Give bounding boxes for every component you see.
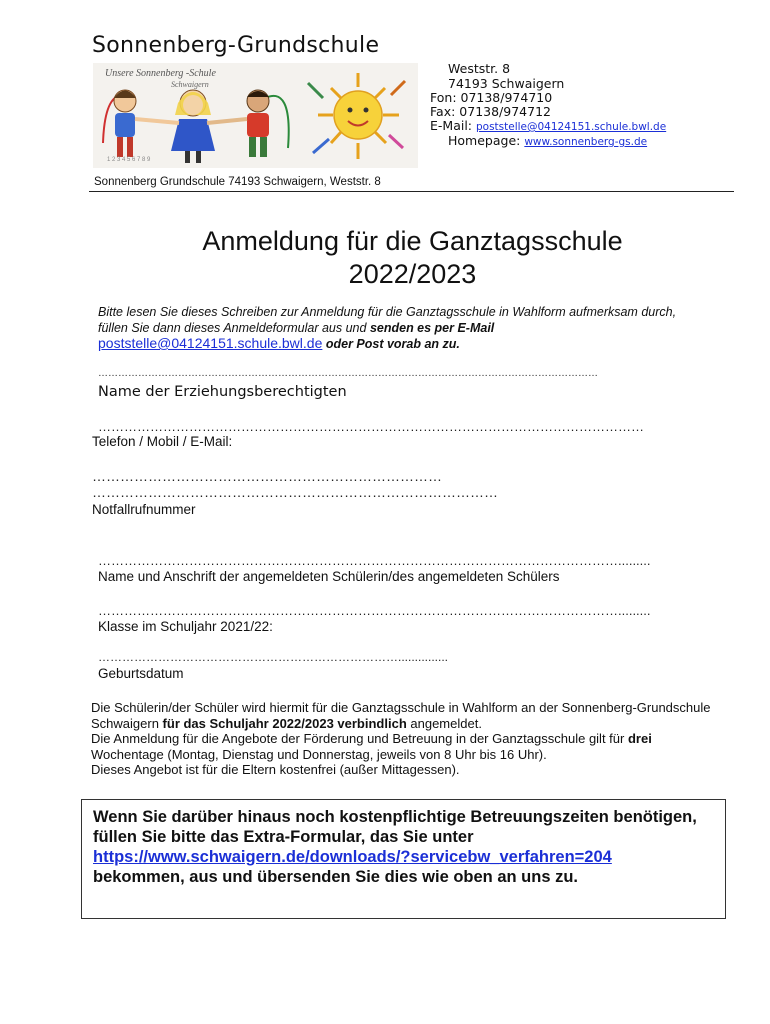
- homepage-row: [448, 133, 647, 150]
- body-p2-a: Die Anmeldung für die Angebote der Förderung und Betreuung in der Ganztagsschule gilt für: [91, 731, 628, 746]
- intro-after: oder Post vorab an zu.: [322, 337, 460, 351]
- school-logo: [93, 63, 418, 168]
- sender-line: Sonnenberg Grundschule 74193 Schwaigern, Weststr. 8: [94, 176, 381, 188]
- fax-number: Fax: 07138/974712: [430, 104, 551, 119]
- emergency-line-2[interactable]: ……………………………………………………………………………: [92, 484, 498, 500]
- title-line-2: 2022/2023: [348, 259, 477, 289]
- extra-form-notice-text: [93, 807, 713, 887]
- student-name-line[interactable]: ………………………………………………………………………………………………………….........: [98, 553, 651, 568]
- birthdate-label: Geburtsdatum: [98, 666, 184, 681]
- body-p1-a: Die Schülerin/der Schüler wird hiermit für die Ganztagsschule in Wahlform an der Sonnenberg-Grundschule Schwaigern: [91, 700, 711, 731]
- class-label: Klasse im Schuljahr 2021/22:: [98, 619, 273, 634]
- intro-paragraph: [98, 305, 698, 353]
- svg-text:1 2 3 4 5 6 7 8 9: 1 2 3 4 5 6 7 8 9: [107, 157, 151, 163]
- page-title: [90, 225, 735, 291]
- extra-form-notice-box: [81, 799, 726, 919]
- phone-line[interactable]: ………………………………………………………………………………………………………………: [98, 419, 644, 434]
- address-city: 74193 Schwaigern: [448, 76, 565, 91]
- homepage-link[interactable]: www.sonnenberg-gs.de: [524, 136, 648, 148]
- extra-form-link[interactable]: https://www.schwaigern.de/downloads/?servicebw_verfahren=204: [93, 848, 612, 866]
- body-p1-b: angemeldet.: [406, 715, 482, 731]
- email-link[interactable]: poststelle@04124151.schule.bwl.de: [475, 121, 667, 133]
- guardian-name-line[interactable]: ……………………………………………………………………………………………………………………………………: [98, 368, 598, 379]
- student-name-label: Name und Anschrift der angemeldeten Schülerin/des angemeldeten Schülers: [98, 569, 560, 584]
- guardian-name-label: Name der Erziehungsberechtigten: [98, 384, 347, 400]
- box-text-1: Wenn Sie darüber hinaus noch kostenpflichtige Betreuungszeiten benötigen, füllen Sie bitte das Extra-Formular, das Sie unter: [93, 808, 697, 846]
- intro-text: Bitte lesen Sie dieses Schreiben zur Anmeldung für die Ganztagsschule in Wahlform aufmerksam durch, füllen Sie dann dieses Anmeldeformular aus und: [98, 305, 677, 335]
- box-text-2: bekommen, aus und übersenden Sie dies wie oben an uns zu.: [93, 868, 579, 886]
- body-p3: Dieses Angebot ist für die Eltern kostenfrei (außer Mittagessen).: [91, 762, 460, 777]
- intro-email-link[interactable]: poststelle@04124151.schule.bwl.de: [98, 335, 323, 351]
- title-line-1: Anmeldung für die Ganztagsschule: [202, 226, 623, 256]
- logo-text-1: Unsere Sonnenberg -Schule: [105, 68, 216, 79]
- intro-bold: senden es per E-Mail: [369, 320, 495, 335]
- email-label: E-Mail:: [430, 118, 476, 133]
- class-line[interactable]: ………………………………………………………………………………………………………….........: [98, 603, 651, 618]
- header-divider: [89, 191, 734, 192]
- birthdate-line[interactable]: …………………………………………………………………...............: [98, 650, 449, 664]
- address-street: Weststr. 8: [448, 61, 511, 76]
- body-p1-bold: für das Schuljahr 2022/2023 verbindlich: [162, 715, 407, 731]
- emergency-line-1[interactable]: …………………………………………………………………: [92, 468, 442, 484]
- homepage-label: Homepage:: [448, 133, 525, 148]
- body-p2-b: Wochentage (Montag, Dienstag und Donnerstag, jeweils von 8 Uhr bis 16 Uhr).: [91, 746, 547, 762]
- logo-text-2: Schwaigern: [171, 80, 209, 89]
- phone-number: Fon: 07138/974710: [430, 90, 553, 105]
- school-name: Sonnenberg-Grundschule: [92, 33, 380, 58]
- emergency-label: Notfallrufnummer: [92, 502, 196, 517]
- phone-label: Telefon / Mobil / E-Mail:: [92, 434, 233, 449]
- registration-text: [91, 700, 711, 778]
- body-p2-bold: drei: [627, 731, 652, 746]
